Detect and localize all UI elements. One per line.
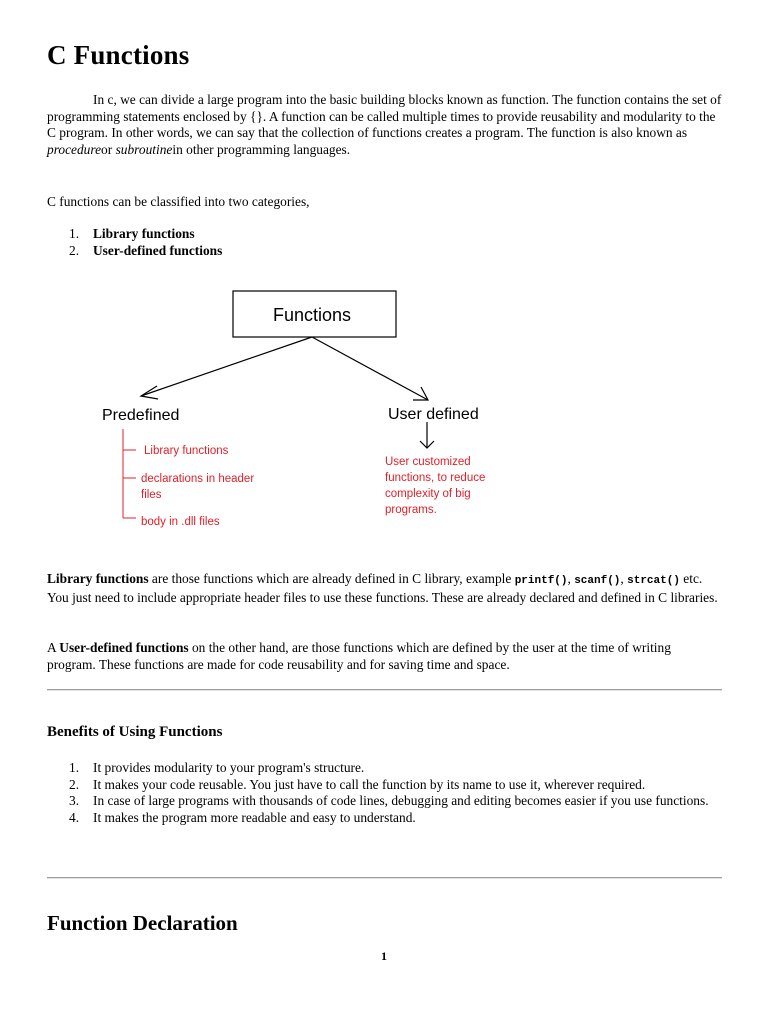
note-line: programs. — [385, 504, 437, 516]
code-strcat: strcat() — [627, 575, 680, 587]
paragraph-text: on the other hand, are those functions which are defined by the user at the time of writing program. These functions are made for code reusability and for saving time and space. — [47, 640, 671, 672]
predefined-items — [141, 445, 254, 528]
predefined-bracket — [123, 429, 136, 518]
separator: , — [620, 571, 628, 586]
paragraph-text: A — [47, 640, 60, 655]
predefined-item: Library functions — [144, 445, 229, 457]
list-number: 2. — [69, 776, 80, 792]
user-defined-paragraph — [47, 640, 722, 673]
predefined-item: body in .dll files — [141, 516, 220, 528]
paragraph-text: etc. You just need to include appropriate header files to use these functions. These are already declared and defined in C libraries. — [47, 571, 718, 605]
functions-diagram — [0, 280, 768, 540]
intro-text-end: in other programming languages. — [172, 141, 351, 157]
function-declaration-heading: Function Declaration — [47, 911, 238, 935]
intro-term-subroutine: subroutine — [115, 141, 173, 157]
benefits-heading: Benefits of Using Functions — [47, 724, 223, 740]
note-line: User customized — [385, 456, 471, 468]
category-label: User-defined functions — [93, 242, 223, 258]
list-item — [47, 243, 222, 260]
list-item — [47, 793, 722, 810]
intro-term-procedure: procedure — [47, 141, 102, 157]
user-defined-term: User-defined functions — [59, 640, 189, 655]
list-item — [47, 226, 222, 243]
arrow-right — [312, 337, 428, 400]
code-scanf: scanf() — [574, 575, 621, 587]
category-label: Library functions — [93, 226, 195, 241]
user-defined-label: User defined — [388, 406, 479, 423]
benefit-text: In case of large programs with thousands of code lines, debugging and editing becomes easier if you use functions. — [93, 793, 709, 809]
list-number: 3. — [69, 793, 80, 809]
intro-text-mid: or — [101, 141, 116, 157]
user-defined-note — [385, 456, 485, 516]
code-printf: printf() — [514, 575, 568, 587]
benefit-text: It makes your code reusable. You just have to call the function by its name to use it, wherever required. — [93, 776, 646, 792]
arrow-left — [141, 337, 312, 396]
note-line: complexity of big — [385, 488, 471, 500]
intro-paragraph — [47, 92, 722, 158]
categories-intro: C functions can be classified into two categories, — [47, 194, 310, 209]
predefined-item: declarations in header — [141, 473, 255, 485]
benefits-list — [47, 760, 722, 826]
list-item — [47, 760, 722, 777]
library-functions-paragraph — [47, 571, 722, 606]
categories-list — [47, 226, 222, 259]
list-number: 1. — [69, 226, 80, 241]
page-number: 1 — [381, 949, 387, 963]
paragraph-text: are those functions which are already defined in C library, example — [148, 571, 515, 586]
diagram-arrows — [141, 337, 434, 448]
benefit-text: It provides modularity to your program's structure. — [93, 760, 365, 775]
list-number: 4. — [69, 809, 80, 825]
list-item — [47, 810, 722, 827]
list-item — [47, 777, 722, 794]
benefit-text: It makes the program more readable and easy to understand. — [93, 809, 416, 825]
predefined-item: files — [141, 489, 162, 501]
intro-text-start: In c, we can divide a large program into the basic building blocks known as function. The function contains the set of programming statements enclosed by {}. A function can be called multiple times to provide reusability and modularity to the C program. In other words, we can say that the collection of functions creates a program. The function is also known as — [47, 92, 722, 141]
horizontal-divider — [47, 689, 722, 691]
horizontal-divider — [47, 877, 722, 879]
predefined-label: Predefined — [102, 407, 180, 424]
root-label: Functions — [272, 305, 352, 325]
list-number: 2. — [69, 242, 80, 258]
note-line: functions, to reduce — [385, 472, 486, 484]
list-number: 1. — [69, 760, 80, 775]
library-functions-term: Library functions — [47, 571, 149, 586]
separator: , — [567, 571, 575, 586]
page-title: C Functions — [47, 40, 190, 70]
